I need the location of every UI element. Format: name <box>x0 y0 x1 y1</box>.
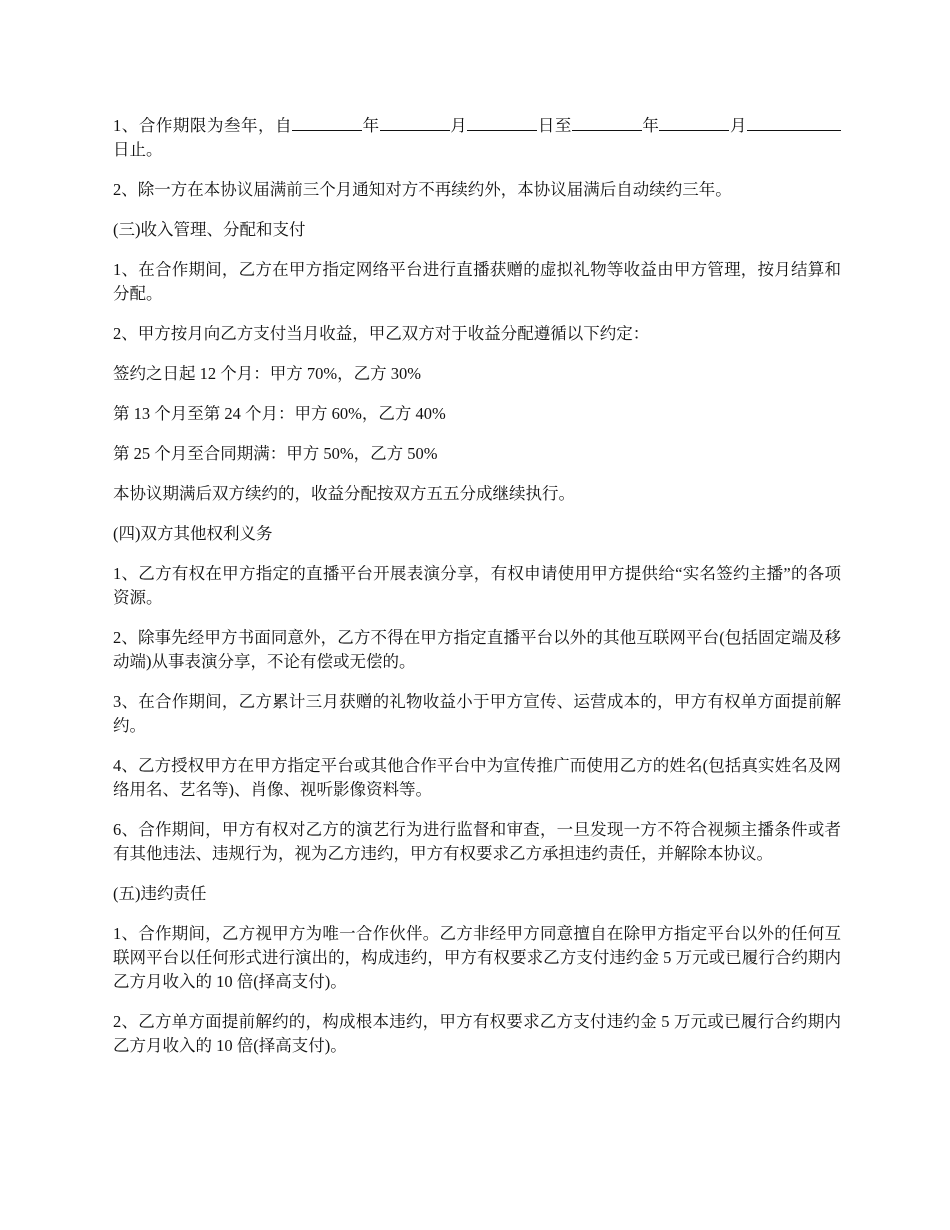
paragraph-breach-1: 1、合作期间，乙方视甲方为唯一合作伙伴。乙方非经甲方同意擅自在除甲方指定平台以外的任何互联网平台以任何形式进行演出的，构成违约，甲方有权要求乙方支付违约金 5 万元或已履行合约期内乙方月收入的 10 倍(择高支付)。 <box>113 924 841 991</box>
paragraph-renewal-split: 本协议期满后双方续约的，收益分配按双方五五分成继续执行。 <box>113 484 575 503</box>
paragraph-breach-2: 2、乙方单方面提前解约的，构成根本违约，甲方有权要求乙方支付违约金 5 万元或已履行合约期内乙方月收入的 10 倍(择高支付)。 <box>113 1012 841 1055</box>
section-heading-breach: (五)违约责任 <box>113 884 207 903</box>
paragraph-income-payment: 2、甲方按月向乙方支付当月收益，甲乙双方对于收益分配遵循以下约定： <box>113 324 650 343</box>
blank-start-year <box>292 112 362 131</box>
blank-end-year <box>572 112 642 131</box>
split-line-2: 第 13 个月至第 24 个月：甲方 60%，乙方 40% <box>113 404 446 423</box>
paragraph-rights-1: 1、乙方有权在甲方指定的直播平台开展表演分享，有权申请使用甲方提供给“实名签约主播”的各项资源。 <box>113 564 841 607</box>
paragraph-rights-6: 6、合作期间，甲方有权对乙方的演艺行为进行监督和审查，一旦发现一方不符合视频主播条件或者有其他违法、违规行为，视为乙方违约，甲方有权要求乙方承担违约责任，并解除本协议。 <box>113 820 841 863</box>
document-body <box>113 112 841 1074</box>
term-text: 1、合作期限为叁年，自 <box>113 116 293 135</box>
split-line-1: 签约之日起 12 个月：甲方 70%，乙方 30% <box>113 364 421 383</box>
paragraph-income-management: 1、在合作期间，乙方在甲方指定网络平台进行直播获赠的虚拟礼物等收益由甲方管理，按月结算和分配。 <box>113 260 841 303</box>
blank-end-day <box>747 112 813 131</box>
month-label: 月 <box>449 116 468 135</box>
split-line-3: 第 25 个月至合同期满：甲方 50%，乙方 50% <box>113 444 438 463</box>
paragraph-rights-3: 3、在合作期间，乙方累计三月获赠的礼物收益小于甲方宣传、运营成本的，甲方有权单方面提前解约。 <box>113 692 841 735</box>
year-label: 年 <box>362 116 380 135</box>
day-to-label: 日至 <box>537 116 572 135</box>
section-heading-rights: (四)双方其他权利义务 <box>113 524 273 543</box>
blank-end-month <box>659 112 729 131</box>
year-label: 年 <box>641 116 660 135</box>
end-label: 日止。 <box>113 140 163 159</box>
month-label: 月 <box>729 116 748 135</box>
paragraph-rights-4: 4、乙方授权甲方在甲方指定平台或其他合作平台中为宣传推广而使用乙方的姓名(包括真实姓名及网络用名、艺名等)、肖像、视听影像资料等。 <box>113 756 841 799</box>
section-heading-income: (三)收入管理、分配和支付 <box>113 220 306 239</box>
term-paragraph <box>113 112 841 162</box>
paragraph-rights-2: 2、除事先经甲方书面同意外，乙方不得在甲方指定直播平台以外的其他互联网平台(包括固定端及移动端)从事表演分享，不论有偿或无偿的。 <box>113 628 841 671</box>
blank-start-day <box>467 112 537 131</box>
paragraph-auto-renewal: 2、除一方在本协议届满前三个月通知对方不再续约外，本协议届满后自动续约三年。 <box>113 180 732 199</box>
blank-end-day-continued <box>813 112 841 131</box>
blank-start-month <box>380 112 450 131</box>
